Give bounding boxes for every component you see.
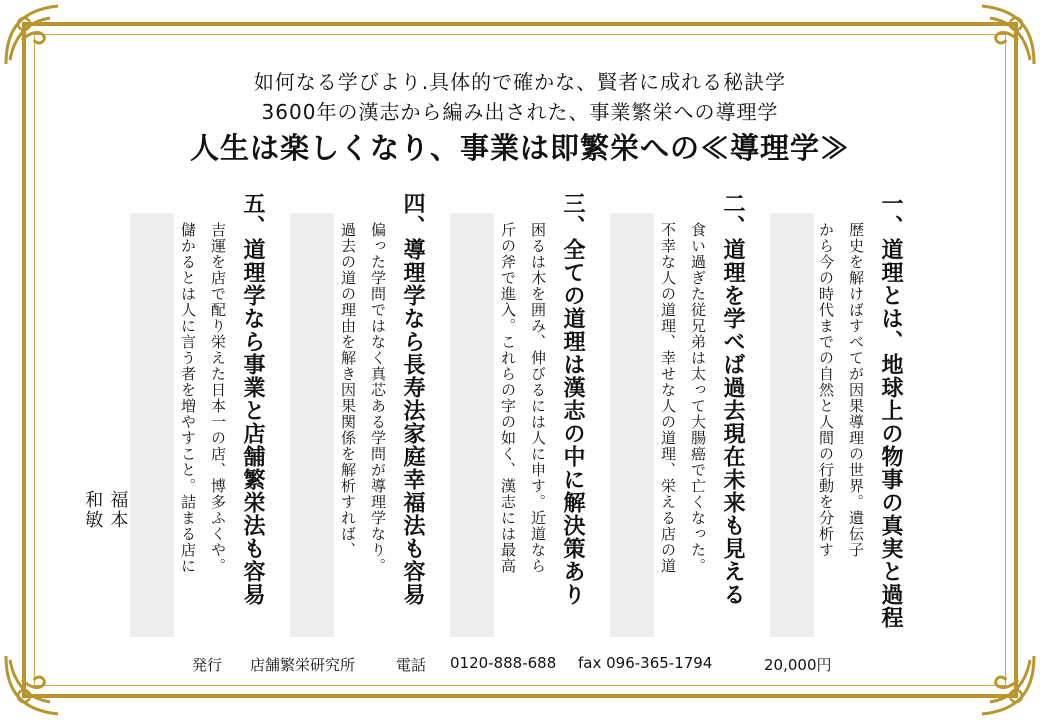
footer-fax: fax 096-365-1794 (578, 654, 713, 672)
corner-ornament-icon (0, 0, 70, 70)
grey-panel (610, 213, 654, 637)
corner-ornament-icon (970, 650, 1040, 720)
author-surname: 福本 (107, 490, 129, 530)
section-1-text-line-1: 歴史を解けばすべてが因果導理の世界。遺伝子 (847, 222, 865, 558)
corner-ornament-icon (0, 650, 70, 720)
section-2-heading: 二、道理を学べば過去現在未来も見える (720, 192, 746, 606)
main-title: 人生は楽しくなり、事業は即繁栄への≪導理学≫ (189, 131, 850, 165)
section-5-heading: 五、道理学なら事業と店舗繁栄法も容易 (240, 192, 266, 606)
section-4-heading: 四、導理学なら長寿法家庭幸福法も容易 (400, 192, 426, 606)
footer-publisher: 店舗繁栄研究所 (250, 656, 356, 674)
section-1-text-line-2: から今の時代までの自然と人間の行動を分析す (817, 222, 835, 558)
corner-ornament-icon (970, 0, 1040, 70)
section-5-text-line-2: 儲かるとは人に言う者を増やすこと。詰まる店に (179, 222, 197, 574)
footer-price: 20,000円 (764, 656, 832, 674)
section-2-text-line-2: 不幸な人の道理、幸せな人の道理、栄える店の道 (659, 222, 677, 574)
subtitle-line-2: 3600年の漢志から編み出された、事業繁栄への導理学 (261, 100, 779, 124)
section-3-text-line-1: 困るは木を囲み、伸びるには人に申す。近道なら (529, 222, 547, 574)
footer-phone: 0120-888-688 (450, 654, 557, 672)
footer-publisher-label: 発行 (192, 656, 223, 674)
subtitle-line-1: 如何なる学びより.具体的で確かな、賢者に成れる秘訣学 (253, 70, 787, 94)
author-given-name: 和敏 (82, 490, 104, 530)
footer-phone-label: 電話 (396, 656, 427, 674)
section-4-text-line-2: 過去の道の理由を解き因果関係を解析すれば、 (339, 222, 357, 558)
section-4-text-line-1: 偏った学問ではなく真芯ある学問が導理学なり。 (369, 222, 387, 574)
author-name (80, 490, 130, 530)
section-1-heading: 一、道理とは、地球上の物事の真実と過程 (878, 192, 904, 629)
section-3-text-line-2: 斤の斧で進入。これらの字の如く、漢志には最高 (499, 222, 517, 574)
grey-panel (130, 213, 174, 637)
grey-panel (450, 213, 494, 637)
section-5-text-line-1: 吉運を店で配り栄えた日本一の店、博多ふくや。 (209, 222, 227, 574)
section-2-text-line-1: 食い過ぎた従兄弟は太って大腸癌で亡くなった。 (689, 222, 707, 574)
section-3-heading: 三、全ての道理は漢志の中に解決策あり (560, 192, 586, 606)
grey-panel (290, 213, 334, 637)
grey-panel (770, 213, 814, 637)
